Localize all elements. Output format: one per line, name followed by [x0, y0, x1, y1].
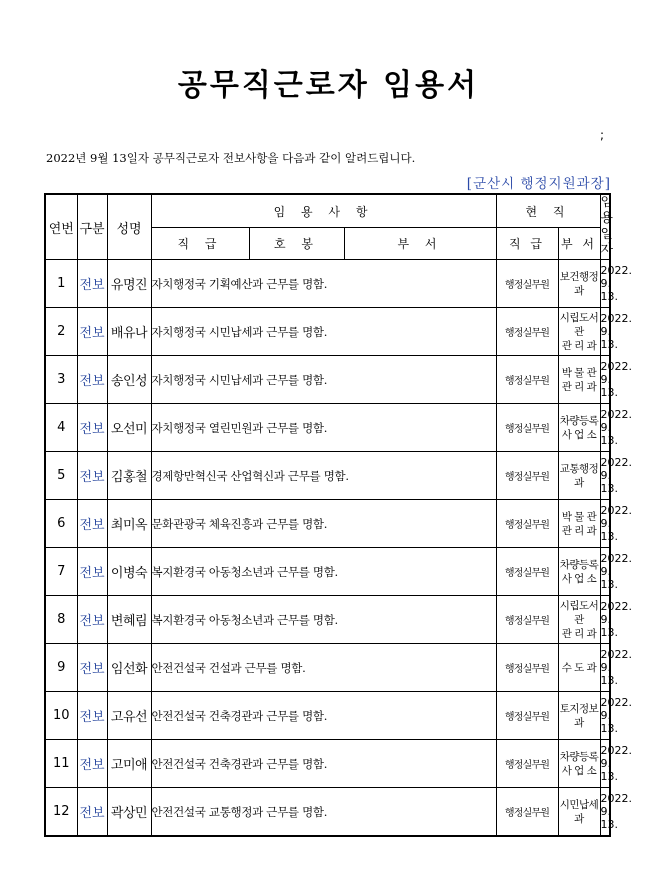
document-title: 공무직근로자 임용서	[177, 68, 480, 103]
table-row	[45, 308, 610, 356]
table-row	[45, 644, 610, 692]
row-current-dept: 차량등록 사 업 소	[558, 740, 600, 788]
appointment-table	[44, 193, 632, 837]
row-current-grade: 행정실무원	[496, 596, 558, 644]
table-row	[45, 596, 610, 644]
row-description: 자치행정국 기획예산과 근무를 명함.	[151, 260, 496, 308]
row-number: 10	[45, 692, 77, 740]
row-date: 2022. 9. 13.	[600, 740, 610, 788]
row-name: 배유나	[107, 308, 151, 356]
header-kind: 구분	[77, 194, 107, 260]
row-name: 김홍철	[107, 452, 151, 500]
row-description: 안전건설국 건축경관과 근무를 명함.	[151, 692, 496, 740]
row-description: 경제항만혁신국 산업혁신과 근무를 명함.	[151, 452, 496, 500]
row-number: 12	[45, 788, 77, 837]
row-name: 고미애	[107, 740, 151, 788]
row-name: 임선화	[107, 644, 151, 692]
row-description: 자치행정국 시민납세과 근무를 명함.	[151, 308, 496, 356]
row-current-grade: 행정실무원	[496, 548, 558, 596]
row-name: 고유선	[107, 692, 151, 740]
row-kind: 전보	[77, 500, 107, 548]
header-current-grade: 직 급	[496, 228, 558, 260]
row-current-dept: 시민납세과	[558, 788, 600, 837]
header-current: 현 직	[496, 194, 600, 228]
row-date: 2022. 9. 13.	[600, 500, 610, 548]
row-current-grade: 행정실무원	[496, 452, 558, 500]
row-kind: 전보	[77, 788, 107, 837]
intro-text: 2022년 9월 13일자 공무직근로자 전보사항을 다음과 같이 알려드립니다.	[46, 151, 416, 165]
row-kind: 전보	[77, 260, 107, 308]
row-name: 오선미	[107, 404, 151, 452]
row-current-grade: 행정실무원	[496, 644, 558, 692]
row-number: 7	[45, 548, 77, 596]
row-name: 변혜림	[107, 596, 151, 644]
row-kind: 전보	[77, 452, 107, 500]
row-current-grade: 행정실무원	[496, 308, 558, 356]
row-date: 2022. 9. 13.	[600, 308, 610, 356]
row-name: 최미옥	[107, 500, 151, 548]
row-name: 이병숙	[107, 548, 151, 596]
row-current-dept: 교통행정과	[558, 452, 600, 500]
row-description: 안전건설국 교통행정과 근무를 명함.	[151, 788, 496, 837]
row-current-grade: 행정실무원	[496, 740, 558, 788]
row-current-dept: 수 도 과	[558, 644, 600, 692]
row-kind: 전보	[77, 548, 107, 596]
table-row	[45, 548, 610, 596]
row-current-dept: 차량등록 사 업 소	[558, 548, 600, 596]
table-row	[45, 260, 610, 308]
row-number: 11	[45, 740, 77, 788]
issuer-label: [군산시 행정지원과장]	[466, 176, 611, 192]
row-description: 안전건설국 건설과 근무를 명함.	[151, 644, 496, 692]
row-date: 2022. 9. 13.	[600, 404, 610, 452]
row-name: 유명진	[107, 260, 151, 308]
row-description: 안전건설국 건축경관과 근무를 명함.	[151, 740, 496, 788]
row-description: 문화관광국 체육진흥과 근무를 명함.	[151, 500, 496, 548]
row-description: 자치행정국 열린민원과 근무를 명함.	[151, 404, 496, 452]
row-description: 복지환경국 아동청소년과 근무를 명함.	[151, 596, 496, 644]
header-no: 연번	[45, 194, 77, 260]
row-number: 5	[45, 452, 77, 500]
row-current-dept: 박 물 관 관 리 과	[558, 356, 600, 404]
row-kind: 전보	[77, 308, 107, 356]
table-row	[45, 692, 610, 740]
header-appointment: 임 용 사 항	[151, 194, 496, 228]
table-row	[45, 404, 610, 452]
row-current-grade: 행정실무원	[496, 788, 558, 837]
header-dept: 부 서	[344, 228, 496, 260]
row-date: 2022. 9. 13.	[600, 548, 610, 596]
table-row	[45, 452, 610, 500]
row-number: 9	[45, 644, 77, 692]
row-kind: 전보	[77, 740, 107, 788]
row-date: 2022. 9. 13.	[600, 356, 610, 404]
row-date: 2022. 9. 13.	[600, 452, 610, 500]
table-row	[45, 356, 610, 404]
row-current-dept: 토지정보과	[558, 692, 600, 740]
row-kind: 전보	[77, 692, 107, 740]
row-current-dept: 시립도서관 관 리 과	[558, 596, 600, 644]
row-current-grade: 행정실무원	[496, 500, 558, 548]
row-date: 2022. 9. 13.	[600, 788, 610, 837]
row-current-grade: 행정실무원	[496, 260, 558, 308]
row-number: 8	[45, 596, 77, 644]
row-kind: 전보	[77, 404, 107, 452]
row-description: 복지환경국 아동청소년과 근무를 명함.	[151, 548, 496, 596]
row-date: 2022. 9. 13.	[600, 596, 610, 644]
row-current-grade: 행정실무원	[496, 692, 558, 740]
row-current-dept: 차량등록 사 업 소	[558, 404, 600, 452]
header-name: 성명	[107, 194, 151, 260]
row-current-dept: 보건행정과	[558, 260, 600, 308]
row-date: 2022. 9. 13.	[600, 644, 610, 692]
row-current-grade: 행정실무원	[496, 356, 558, 404]
row-number: 1	[45, 260, 77, 308]
row-kind: 전보	[77, 644, 107, 692]
row-kind: 전보	[77, 356, 107, 404]
row-description: 자치행정국 시민납세과 근무를 명함.	[151, 356, 496, 404]
header-current-dept: 부 서	[558, 228, 600, 260]
row-name: 곽상민	[107, 788, 151, 837]
row-kind: 전보	[77, 596, 107, 644]
row-date: 2022. 9. 13.	[600, 692, 610, 740]
header-grade: 직 급	[151, 228, 249, 260]
table-row	[45, 500, 610, 548]
stray-mark: ;	[600, 128, 605, 142]
table-row	[45, 788, 610, 837]
row-current-grade: 행정실무원	[496, 404, 558, 452]
table-row	[45, 740, 610, 788]
row-date: 2022. 9. 13.	[600, 260, 610, 308]
header-step: 호 봉	[249, 228, 344, 260]
row-number: 3	[45, 356, 77, 404]
row-number: 2	[45, 308, 77, 356]
header-date: 임용 일자	[600, 195, 614, 258]
row-number: 6	[45, 500, 77, 548]
row-current-dept: 시립도서관 관 리 과	[558, 308, 600, 356]
row-current-dept: 박 물 관 관 리 과	[558, 500, 600, 548]
row-number: 4	[45, 404, 77, 452]
row-name: 송인성	[107, 356, 151, 404]
